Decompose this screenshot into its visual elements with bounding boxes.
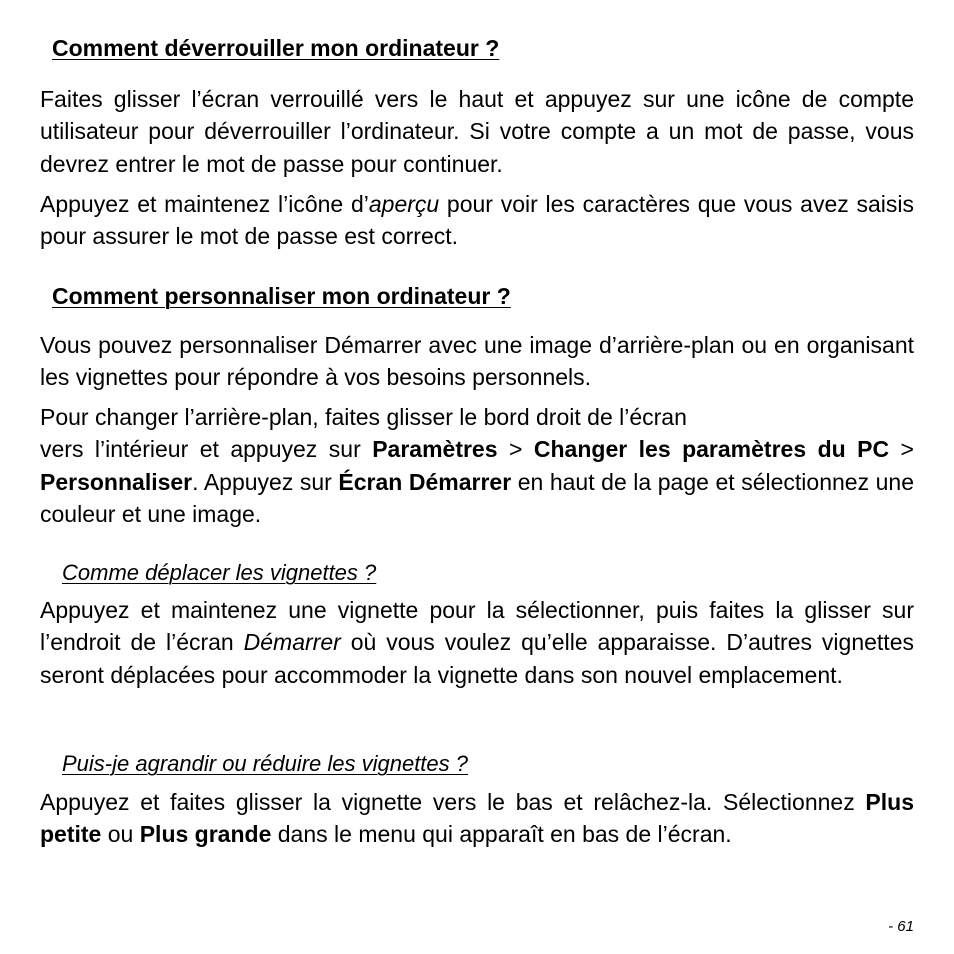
heading-personalize: Comment personnaliser mon ordinateur ?: [52, 283, 511, 309]
paragraph-unlock-2: Appuyez et maintenez l’icône d’aperçu pour voir les caractères que vous avez saisis pour assurer le mot de passe est correct.: [40, 191, 914, 250]
paragraph-unlock-1: Faites glisser l’écran verrouillé vers le haut et appuyez sur une icône de compte utilisateur pour déverrouiller l’ordinateur. Si votre compte a un mot de passe, vous devrez entrer le mot de passe pour continuer.: [40, 86, 914, 177]
heading-unlock: Comment déverrouiller mon ordinateur ?: [52, 35, 500, 61]
page-number: - 61: [888, 918, 914, 935]
paragraph-personalize-2: Pour changer l’arrière-plan, faites glisser le bord droit de l’écran vers l’intérieur et appuyez sur Paramètres > Changer les paramètres du PC > Personnaliser. Appuyez sur Écran Démarrer en haut de la page et sélectionnez une couleur et une image.: [40, 404, 914, 527]
paragraph-resize-tiles: Appuyez et faites glisser la vignette vers le bas et relâchez-la. Sélectionnez Plus petite ou Plus grande dans le menu qui apparaît en bas de l’écran.: [40, 789, 914, 848]
paragraph-personalize-1: Vous pouvez personnaliser Démarrer avec une image d’arrière-plan ou en organisant les vignettes pour répondre à vos besoins personnels.: [40, 332, 914, 391]
subheading-resize-tiles: Puis-je agrandir ou réduire les vignettes ?: [62, 751, 469, 776]
paragraph-move-tiles: Appuyez et maintenez une vignette pour la sélectionner, puis faites la glisser sur l’endroit de l’écran Démarrer où vous voulez qu’elle apparaisse. D’autres vignettes seront déplacées pour accommoder la vignette dans son nouvel emplacement.: [40, 597, 914, 688]
subheading-move-tiles: Comme déplacer les vignettes ?: [62, 560, 377, 585]
